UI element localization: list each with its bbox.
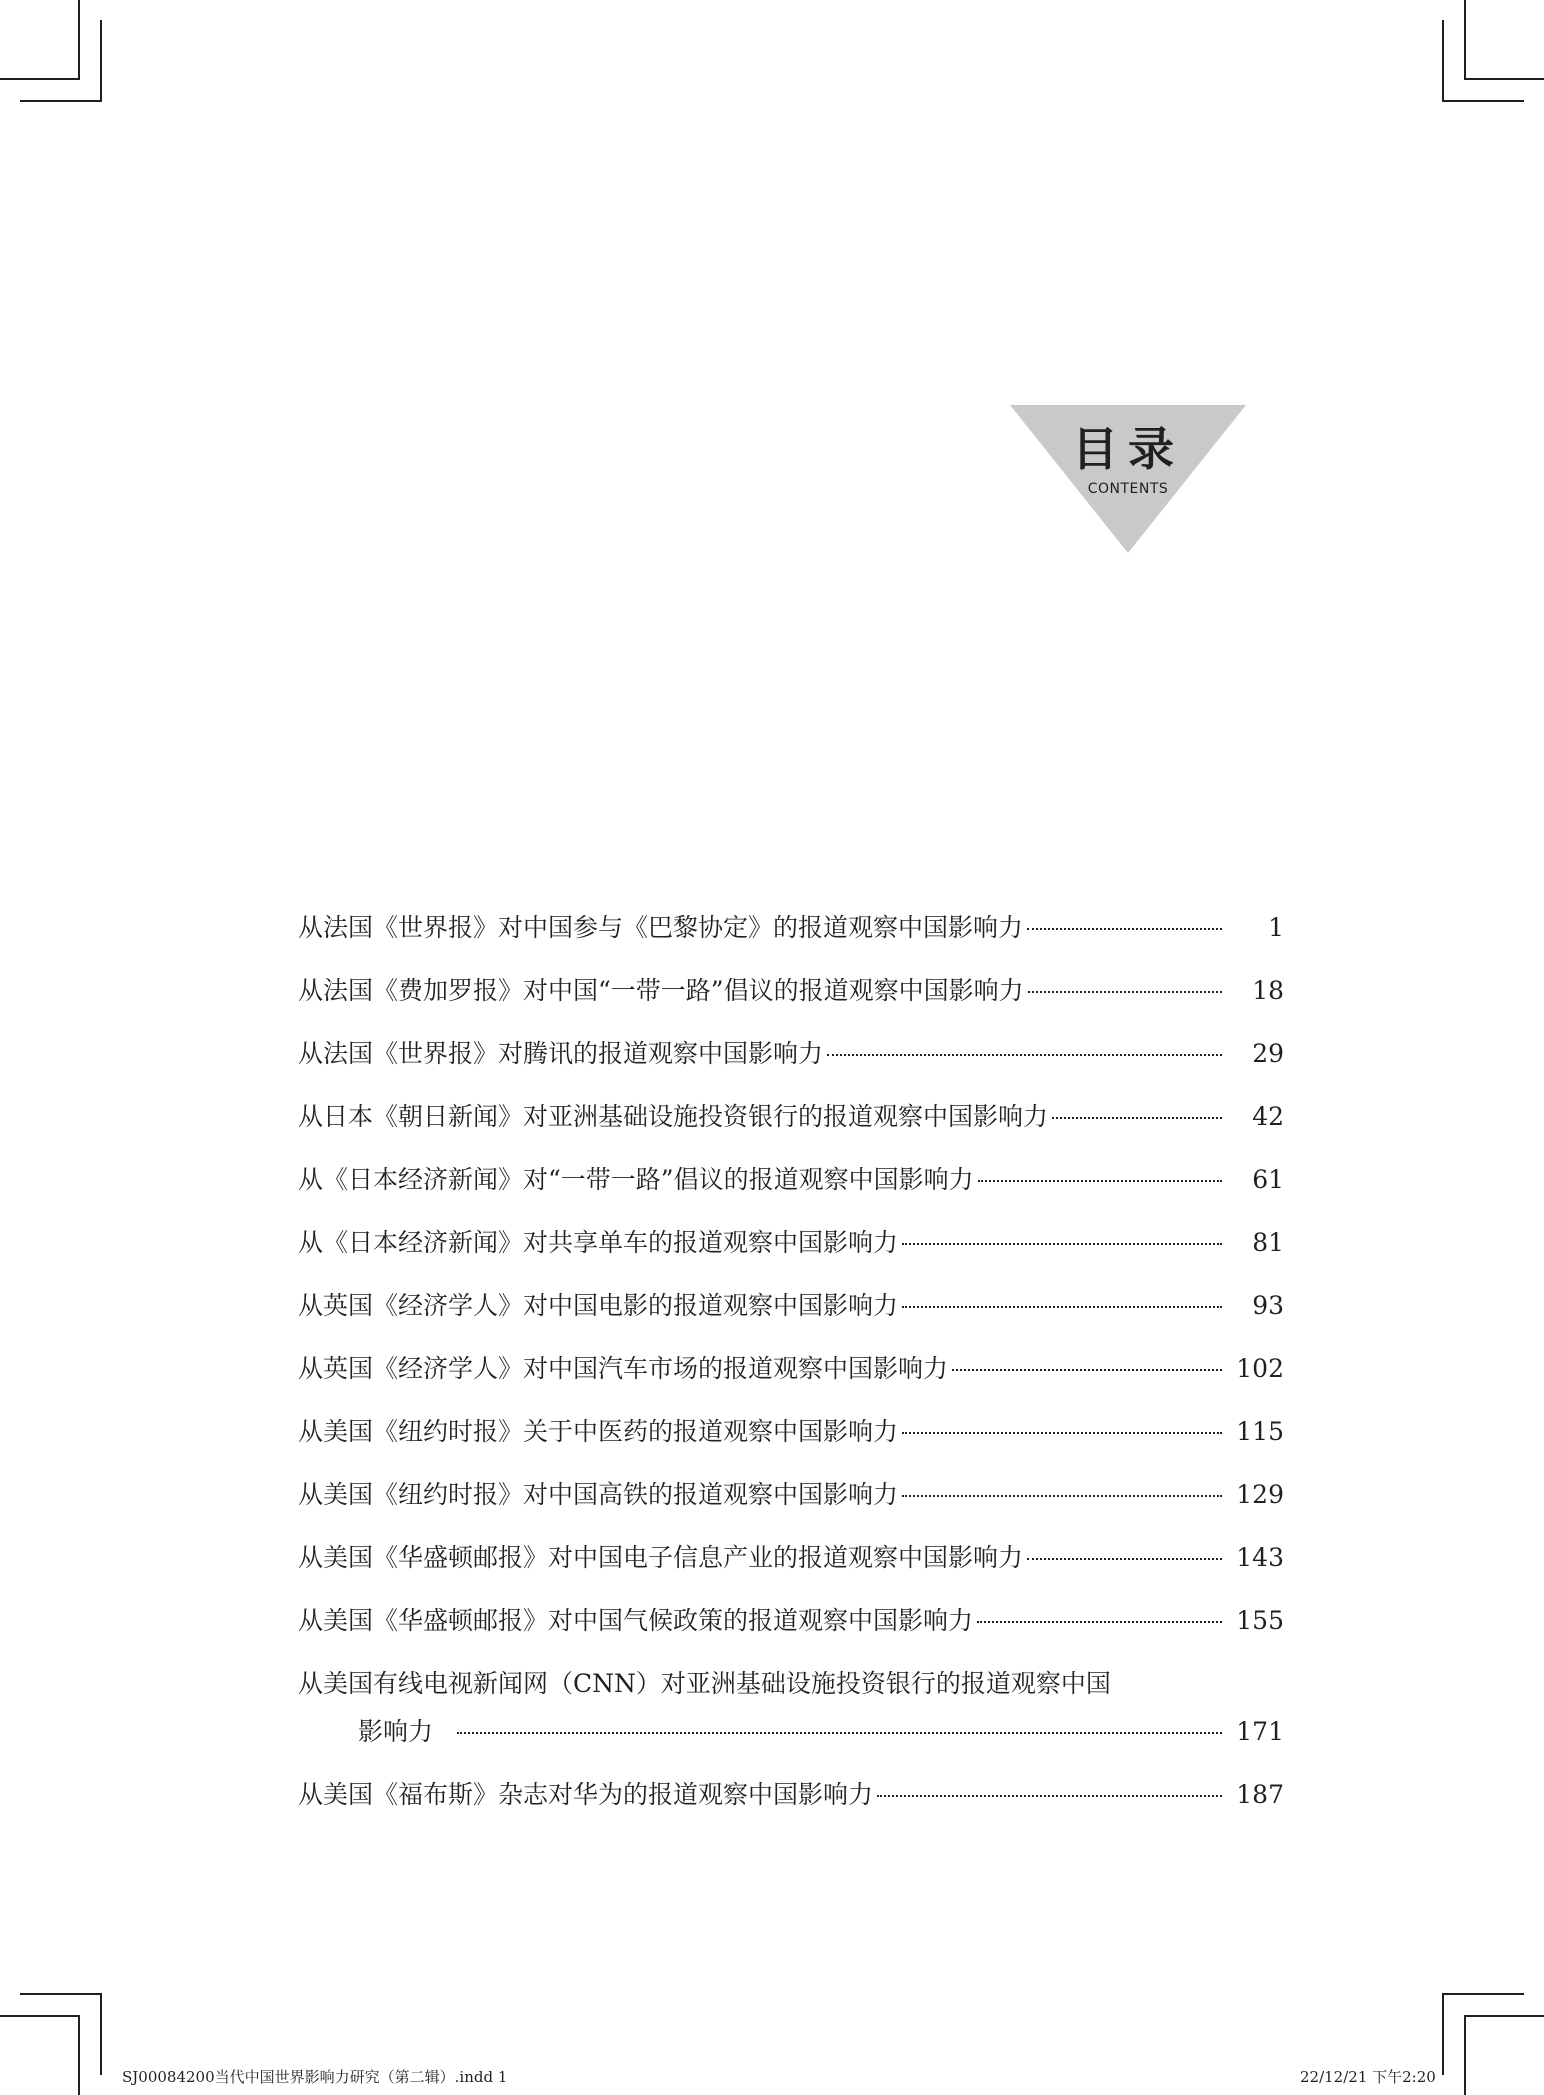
dot-leader (1027, 1558, 1222, 1560)
toc-entry-title: 从《日本经济新闻》对“一带一路”倡议的报道观察中国影响力 (298, 1165, 974, 1194)
toc-entry-page: 29 (1252, 1039, 1284, 1068)
dot-leader (1027, 928, 1222, 930)
toc-entry[interactable] (298, 1034, 1284, 1097)
toc-entry-title: 从美国《纽约时报》关于中医药的报道观察中国影响力 (298, 1417, 899, 1446)
toc-entry[interactable] (298, 971, 1284, 1034)
crop-mark (1442, 1993, 1524, 1995)
dot-leader (977, 1621, 1222, 1623)
toc-entry-title: 从英国《经济学人》对中国汽车市场的报道观察中国影响力 (298, 1354, 949, 1383)
toc-entry[interactable] (298, 1601, 1284, 1664)
toc-entry-title: 从美国《纽约时报》对中国高铁的报道观察中国影响力 (298, 1480, 899, 1509)
toc-entry-page: 93 (1252, 1291, 1284, 1320)
dot-leader (877, 1795, 1222, 1797)
dot-leader (902, 1243, 1222, 1245)
toc-entry-title: 从美国《福布斯》杂志对华为的报道观察中国影响力 (298, 1780, 874, 1809)
table-of-contents (298, 908, 1284, 1838)
toc-entry-page: 61 (1252, 1165, 1284, 1194)
page-subtitle: CONTENTS (1087, 481, 1169, 497)
crop-mark (20, 100, 100, 102)
dot-leader (827, 1054, 1222, 1056)
crop-mark (1464, 2015, 1466, 2095)
toc-entry-title: 从英国《经济学人》对中国电影的报道观察中国影响力 (298, 1291, 899, 1320)
crop-mark (100, 1993, 102, 2075)
toc-entry[interactable] (298, 1349, 1284, 1412)
file-slug: SJ00084200当代中国世界影响力研究（第二辑）.indd 1 (122, 2068, 508, 2086)
toc-entry-page: 187 (1236, 1780, 1284, 1809)
crop-mark (78, 0, 80, 80)
crop-mark (0, 78, 78, 80)
crop-mark (78, 2015, 80, 2095)
toc-entry-title: 从法国《世界报》对中国参与《巴黎协定》的报道观察中国影响力 (298, 913, 1024, 942)
print-timestamp: 22/12/21 下午2:20 (1300, 2068, 1436, 2086)
toc-entry-wrap (298, 1664, 1284, 1748)
dot-leader (902, 1495, 1222, 1497)
toc-entry-page: 81 (1252, 1228, 1284, 1257)
toc-entry-page: 102 (1236, 1354, 1284, 1383)
crop-mark (1464, 0, 1466, 80)
toc-entry-title: 从日本《朝日新闻》对亚洲基础设施投资银行的报道观察中国影响力 (298, 1102, 1049, 1131)
toc-entry-title-continued: 影响力 (358, 1717, 434, 1746)
toc-entry[interactable] (298, 1160, 1284, 1223)
crop-mark (1464, 2015, 1544, 2017)
page-title: 目录 (1072, 422, 1184, 476)
toc-entry-page: 155 (1236, 1606, 1284, 1635)
toc-entry-page: 42 (1252, 1102, 1284, 1131)
toc-entry[interactable] (298, 1412, 1284, 1475)
toc-entry[interactable] (298, 1775, 1284, 1838)
toc-entry[interactable] (298, 908, 1284, 971)
contents-heading-block (1010, 405, 1246, 553)
dot-leader (902, 1306, 1222, 1308)
crop-mark (0, 2015, 78, 2017)
crop-mark (1442, 1993, 1444, 2075)
toc-entry-title: 从法国《费加罗报》对中国“一带一路”倡议的报道观察中国影响力 (298, 976, 1024, 1005)
toc-entry[interactable] (298, 1475, 1284, 1538)
toc-entry[interactable] (298, 1538, 1284, 1601)
toc-entry-continuation (298, 1712, 1284, 1748)
toc-entry-title: 从《日本经济新闻》对共享单车的报道观察中国影响力 (298, 1228, 899, 1257)
dot-leader (457, 1732, 1222, 1734)
crop-mark (1442, 100, 1524, 102)
toc-entry[interactable] (298, 1664, 1284, 1775)
toc-entry[interactable] (298, 1223, 1284, 1286)
crop-mark (1442, 20, 1444, 102)
toc-entry-page: 115 (1236, 1417, 1284, 1446)
toc-entry-title: 从法国《世界报》对腾讯的报道观察中国影响力 (298, 1039, 824, 1068)
crop-mark (1464, 78, 1544, 80)
toc-entry-page: 1 (1268, 913, 1284, 942)
toc-entry-page: 171 (1236, 1717, 1284, 1746)
crop-mark (20, 1993, 100, 1995)
toc-entry-title: 从美国有线电视新闻网（CNN）对亚洲基础设施投资银行的报道观察中国 (298, 1669, 1111, 1698)
crop-mark (100, 20, 102, 102)
dot-leader (978, 1180, 1222, 1182)
toc-entry[interactable] (298, 1286, 1284, 1349)
dot-leader (1052, 1117, 1222, 1119)
toc-entry-page: 129 (1236, 1480, 1284, 1509)
dot-leader (902, 1432, 1222, 1434)
toc-entry-title: 从美国《华盛顿邮报》对中国气候政策的报道观察中国影响力 (298, 1606, 974, 1635)
toc-entry[interactable] (298, 1097, 1284, 1160)
dot-leader (952, 1369, 1222, 1371)
toc-entry-page: 18 (1252, 976, 1284, 1005)
toc-entry-page: 143 (1236, 1543, 1284, 1572)
toc-entry-title: 从美国《华盛顿邮报》对中国电子信息产业的报道观察中国影响力 (298, 1543, 1024, 1572)
dot-leader (1028, 991, 1222, 993)
